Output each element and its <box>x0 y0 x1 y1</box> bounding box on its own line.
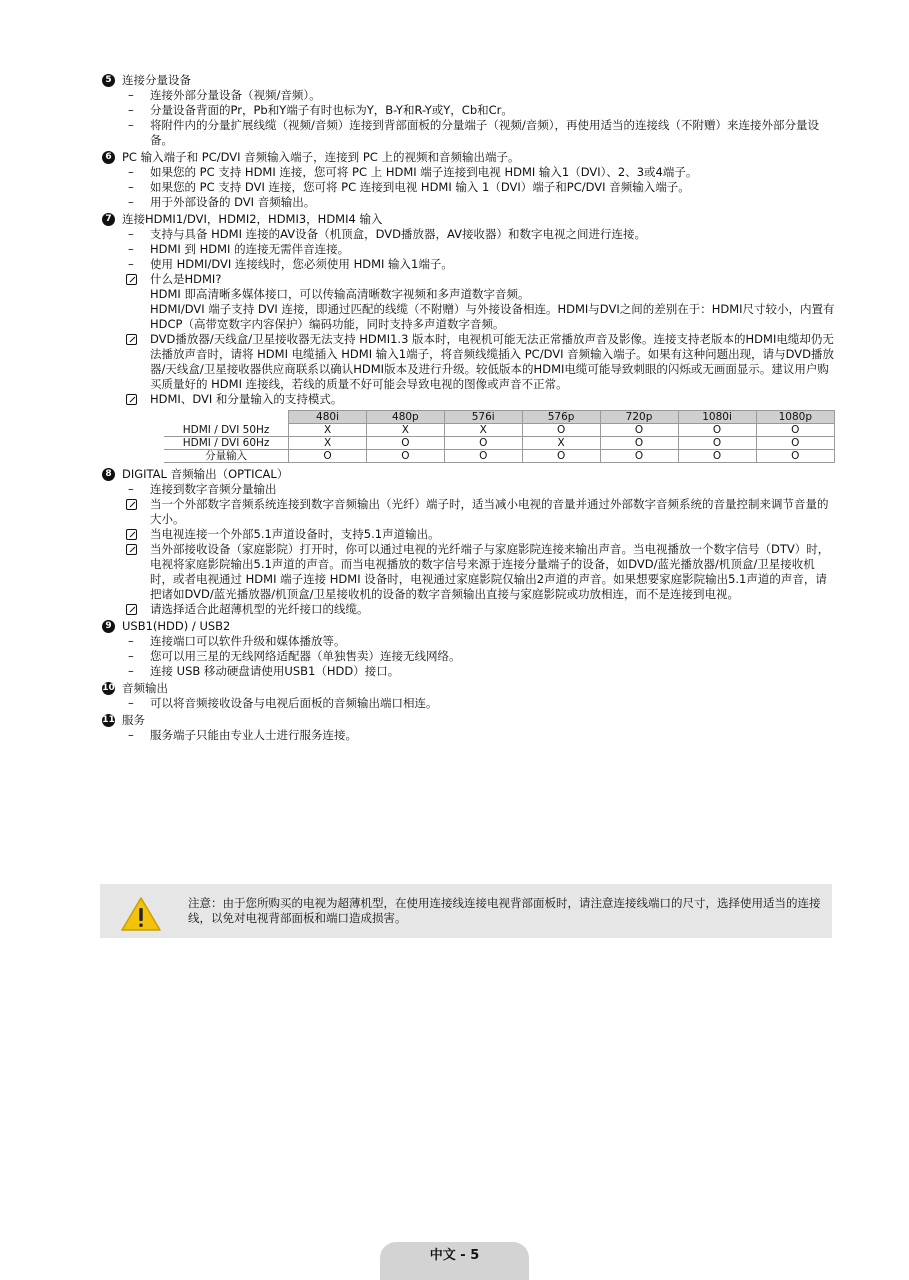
table-cell: X <box>289 424 367 437</box>
table-cell: O <box>756 424 834 437</box>
table-cell: O <box>366 450 444 463</box>
table-cell: O <box>444 450 522 463</box>
table-corner <box>164 411 289 424</box>
section-title: USB1(HDD) / USB2 <box>122 619 231 633</box>
section-number: 5 <box>102 74 115 87</box>
section-service <box>100 713 835 743</box>
list-item: – HDMI 到 HDMI 的连接无需伴音连接。 <box>128 242 350 256</box>
table-header-row <box>164 411 835 424</box>
table-row <box>164 450 835 463</box>
section-title: 连接分量设备 <box>122 73 191 87</box>
page-label: 中文 - 5 <box>429 1248 480 1263</box>
note-item: HDMI、DVI 和分量输入的支持模式。 <box>122 392 835 407</box>
note-icon <box>126 499 137 510</box>
manual-content <box>100 73 835 745</box>
table-cell: O <box>366 437 444 450</box>
list-item: – 可以将音频接收设备与电视后面板的音频输出端口相连。 <box>128 696 438 710</box>
page-number-tab <box>380 1242 529 1280</box>
section-pc-input <box>100 150 835 210</box>
table-cell: O <box>522 450 600 463</box>
table-cell: O <box>522 424 600 437</box>
supported-modes-table <box>164 410 835 463</box>
table-header: 480i <box>289 411 367 424</box>
note-item: 当电视连接一个外部5.1声道设备时，支持5.1声道输出。 <box>122 527 835 542</box>
section-title: PC 输入端子和 PC/DVI 音频输入端子，连接到 PC 上的视频和音频输出端子。 <box>122 150 520 164</box>
table-cell: O <box>444 437 522 450</box>
table-cell: X <box>444 424 522 437</box>
table-cell: X <box>366 424 444 437</box>
section-number: 8 <box>102 468 115 481</box>
list-item: – 连接外部分量设备（视频/音频）。 <box>128 88 321 102</box>
list-item: – 分量设备背面的Pr，Pb和Y端子有时也标为Y，B-Y和R-Y或Y，Cb和Cr。 <box>128 103 513 117</box>
table-cell: O <box>289 450 367 463</box>
section-number: 11 <box>102 715 115 725</box>
section-title: DIGITAL 音频输出（OPTICAL） <box>122 467 289 481</box>
note-item: 请选择适合此超薄机型的光纤接口的线缆。 <box>122 602 835 617</box>
list-item: – 连接到数字音频分量输出 <box>128 482 277 496</box>
section-hdmi <box>100 212 835 463</box>
table-cell: O <box>678 424 756 437</box>
list-item: – 用于外部设备的 DVI 音频输出。 <box>128 195 316 209</box>
row-label: HDMI / DVI 60Hz <box>164 437 289 450</box>
section-title: 服务 <box>122 713 145 727</box>
note-item: 当一个外部数字音频系统连接到数字音频输出（光纤）端子时，适当减小电视的音量并通过外部数字音频系统的音量控制来调节音量的大小。 <box>122 497 835 527</box>
list-item: – 如果您的 PC 支持 DVI 连接，您可将 PC 连接到电视 HDMI 输入 1（DVI）端子和PC/DVI 音频输入端子。 <box>128 180 690 194</box>
note-item: DVD播放器/天线盒/卫星接收器无法支持 HDMI1.3 版本时，电视机可能无法正常播放声音及影像。连接支持老版本的HDMI电缆却仍无法播放声音时，请将 HDMI 电缆插入 HDMI 输入1端子，将音频线缆插入 PC/DVI 音频输入端子。如果有这种问题出现，请与DVD播放器/天线盒/卫星接收器供应商联系以确认HDMI版本及进行升级。较低版本的HDMI电缆可能导致刺眼的闪烁或无画面显示。建议用户购买质量好的 HDMI 连接线，若线的质量不好可能会导致电视的图像或声音不正常。 <box>122 332 835 392</box>
section-number: 6 <box>102 151 115 164</box>
list-item: – 将附件内的分量扩展线缆（视频/音频）连接到背部面板的分量端子（视频/音频），再使用适当的连接线（不附赠）来连接外部分量设备。 <box>128 118 819 147</box>
note-icon <box>126 529 137 540</box>
section-component <box>100 73 835 148</box>
table-header: 720p <box>600 411 678 424</box>
note-paragraph: HDMI/DVI 端子支持 DVI 连接，即通过匹配的线缆（不附赠）与外接设备相连。HDMI与DVI之间的差别在于：HDMI尺寸较小，内置有 HDCP（高带宽数字内容保护）编码功能，同时支持多声道数字音频。 <box>150 302 835 331</box>
table-header: 1080p <box>756 411 834 424</box>
table-cell: O <box>756 450 834 463</box>
note-item: 当外部接收设备（家庭影院）打开时，你可以通过电视的光纤端子与家庭影院连接来输出声音。当电视播放一个数字信号（DTV）时，电视将家庭影院输出5.1声道的声音。而当电视播放的数字信号来源于连接分量端子的设备，如DVD/蓝光播放器/机顶盒/卫星接收机时，或者电视通过 HDMI 端子连接 HDMI 设备时，电视通过家庭影院仅输出2声道的声音。如果想要家庭影院输出5.1声道的声音，请把诸如DVD/蓝光播放器/机顶盒/卫星接收机的设备的数字音频输出直接与家庭影院或功放相连，而不是连接到电视。 <box>122 542 835 602</box>
table-header: 576i <box>444 411 522 424</box>
note-paragraph: HDMI 即高清晰多媒体接口，可以传输高清晰数字视频和多声道数字音频。 <box>150 287 530 301</box>
note-title: 什么是HDMI? <box>150 272 222 286</box>
section-number: 7 <box>102 213 115 226</box>
list-item: – 使用 HDMI/DVI 连接线时，您必须使用 HDMI 输入1端子。 <box>128 257 453 271</box>
table-cell: O <box>678 450 756 463</box>
note-icon <box>126 274 137 285</box>
list-item: – 连接 USB 移动硬盘请使用USB1（HDD）接口。 <box>128 664 400 678</box>
table-cell: O <box>756 437 834 450</box>
table-header: 480p <box>366 411 444 424</box>
list-item: – 如果您的 PC 支持 HDMI 连接，您可将 PC 上 HDMI 端子连接到电视 HDMI 输入1（DVI）、2、3或4端子。 <box>128 165 698 179</box>
row-label: 分量输入 <box>164 450 289 463</box>
section-usb <box>100 619 835 679</box>
warning-triangle-icon <box>120 896 162 932</box>
section-audio-out <box>100 681 835 711</box>
table-header: 576p <box>522 411 600 424</box>
table-cell: O <box>678 437 756 450</box>
list-item: – 您可以用三星的无线网络适配器（单独售卖）连接无线网络。 <box>128 649 461 663</box>
section-title: 音频输出 <box>122 681 168 695</box>
note-icon <box>126 544 137 555</box>
table-header: 1080i <box>678 411 756 424</box>
table-cell: X <box>522 437 600 450</box>
list-item: – 支持与具备 HDMI 连接的AV设备（机顶盒，DVD播放器，AV接收器）和数字电视之间进行连接。 <box>128 227 646 241</box>
table-row <box>164 424 835 437</box>
table-cell: X <box>289 437 367 450</box>
note-item <box>122 272 835 287</box>
note-icon <box>126 604 137 615</box>
row-label: HDMI / DVI 50Hz <box>164 424 289 437</box>
warning-box <box>100 884 832 938</box>
table-row <box>164 437 835 450</box>
section-number: 10 <box>102 683 115 693</box>
table-cell: O <box>600 437 678 450</box>
note-icon <box>126 334 137 345</box>
section-digital-audio-out <box>100 467 835 617</box>
table-cell: O <box>600 424 678 437</box>
note-icon <box>126 394 137 405</box>
section-title: 连接HDMI1/DVI，HDMI2，HDMI3，HDMI4 输入 <box>122 212 383 226</box>
section-number: 9 <box>102 620 115 633</box>
list-item: – 服务端子只能由专业人士进行服务连接。 <box>128 728 357 742</box>
table-cell: O <box>600 450 678 463</box>
warning-text: 注意：由于您所购买的电视为超薄机型，在使用连接线连接电视背部面板时，请注意连接线端口的尺寸，选择使用适当的连接线，以免对电视背部面板和端口造成损害。 <box>188 896 821 925</box>
list-item: – 连接端口可以软件升级和媒体播放等。 <box>128 634 346 648</box>
